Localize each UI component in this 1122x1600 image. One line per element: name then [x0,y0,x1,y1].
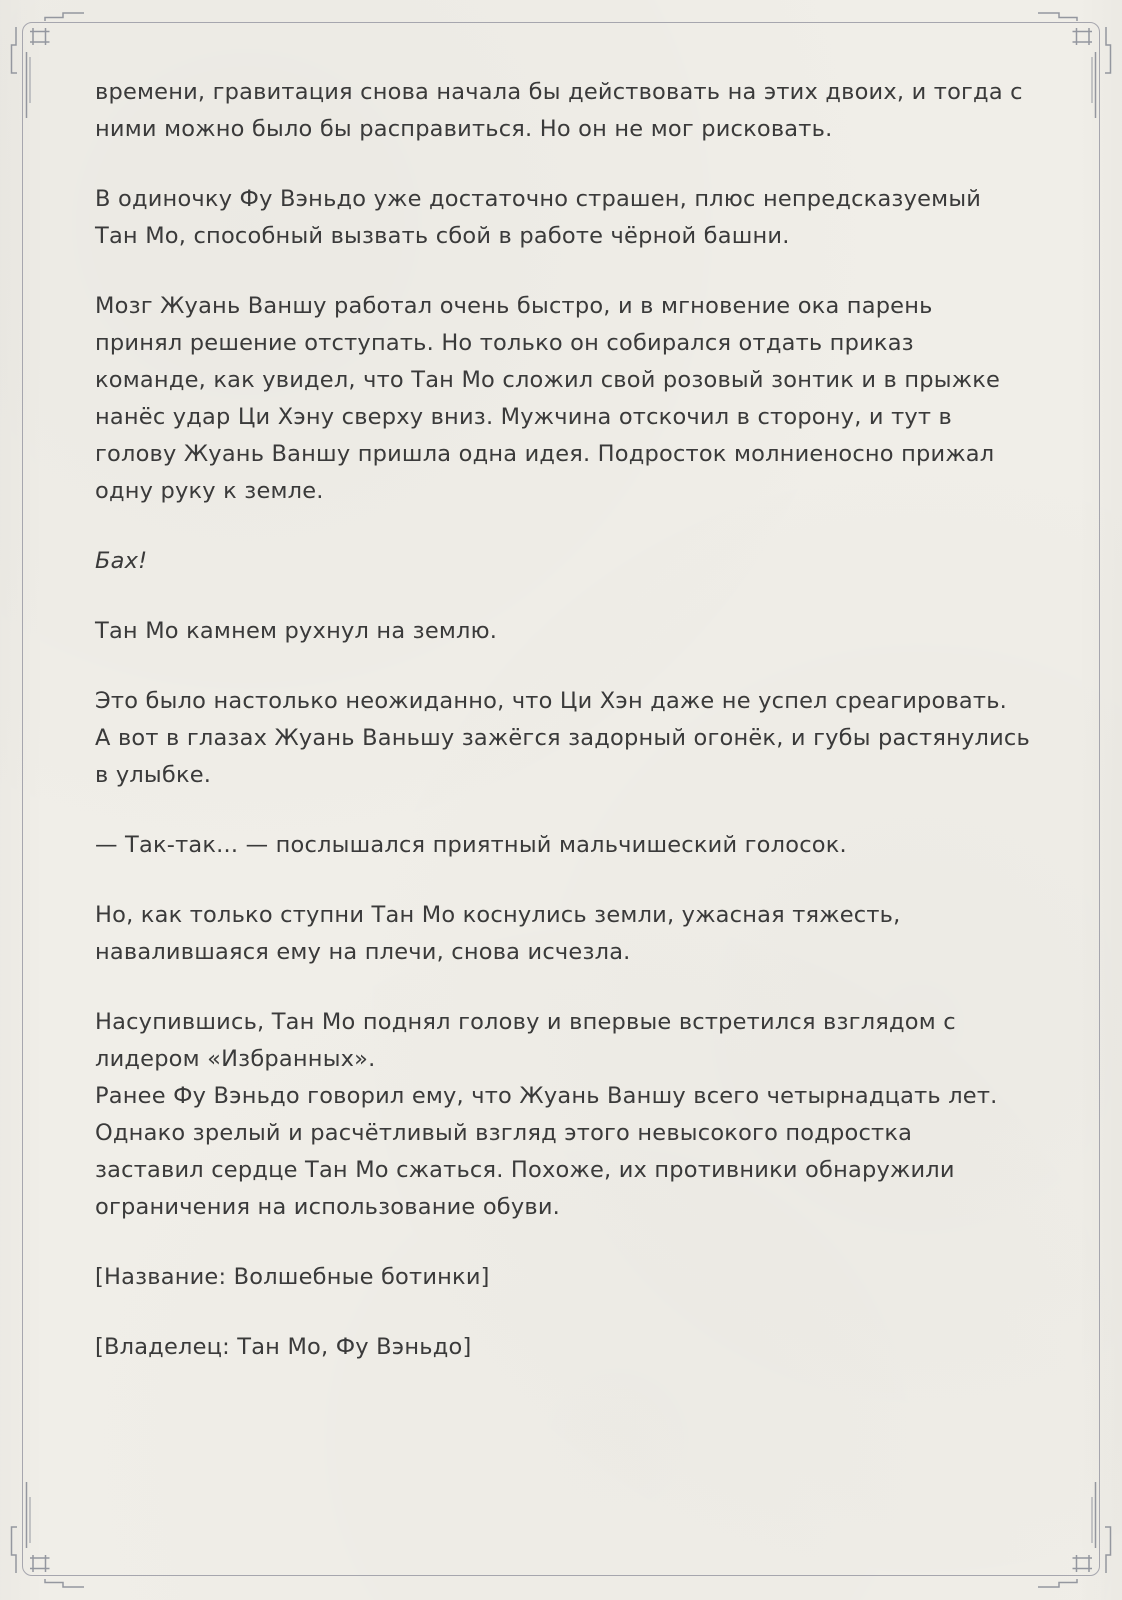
paragraph [95,613,1030,650]
text-line: заставил сердце Тан Мо сжаться. Похоже, их противники обнаружили [95,1157,955,1183]
paragraph [95,1259,1030,1296]
text-line: Но, как только ступни Тан Мо коснулись земли, ужасная тяжесть, [95,902,901,928]
text-line: лидером «Избранных». [95,1046,376,1072]
text-line: времени, гравитация снова начала бы действовать на этих двоих, и тогда с [95,79,1023,105]
corner-ornament-bottom-left [0,1470,130,1600]
text-line: В одиночку Фу Вэньдо уже достаточно страшен, плюс непредсказуемый [95,186,982,212]
text-line: Насупившись, Тан Мо поднял голову и впервые встретился взглядом с [95,1009,956,1035]
corner-ornament-bottom-right [992,1470,1122,1600]
text-line: ними можно было бы расправиться. Но он не мог рисковать. [95,116,833,142]
text-line: принял решение отступать. Но только он собирался отдать приказ [95,330,914,356]
text-line: в улыбке. [95,762,212,788]
page-text [95,74,1030,1399]
text-line: — Так-так... — послышался приятный мальчишеский голосок. [95,832,847,858]
paragraph [95,897,1030,971]
text-line: голову Жуань Ваншу пришла одна идея. Подросток молниеносно прижал [95,441,995,467]
text-line: ограничения на использование обуви. [95,1194,561,1220]
paragraph [95,181,1030,255]
text-line: навалившаяся ему на плечи, снова исчезла. [95,939,631,965]
text-line: Мозг Жуань Ваншу работал очень быстро, и в мгновение ока парень [95,293,933,319]
text-line: [Владелец: Тан Мо, Фу Вэньдо] [95,1334,472,1360]
paragraph [95,1004,1030,1226]
text-line: [Название: Волшебные ботинки] [95,1264,490,1290]
text-line: Однако зрелый и расчётливый взгляд этого невысокого подростка [95,1120,913,1146]
text-line: А вот в глазах Жуань Ваньшу зажёгся задорный огонёк, и губы растянулись [95,725,1030,751]
text-line: Тан Мо камнем рухнул на землю. [95,618,498,644]
text-line: Тан Мо, способный вызвать сбой в работе чёрной башни. [95,223,790,249]
text-line: нанёс удар Ци Хэну сверху вниз. Мужчина отскочил в сторону, и тут в [95,404,953,430]
corner-ornament-icon [992,1470,1122,1600]
paragraph [95,288,1030,510]
text-line: Бах! [95,548,148,574]
text-line: команде, как увидел, что Тан Мо сложил свой розовый зонтик и в прыжке [95,367,1001,393]
paragraph [95,1329,1030,1366]
paragraph [95,74,1030,148]
text-line: Ранее Фу Вэньдо говорил ему, что Жуань Ваншу всего четырнадцать лет. [95,1083,998,1109]
corner-ornament-icon [0,1470,130,1600]
text-line: одну руку к земле. [95,478,324,504]
text-line: Это было настолько неожиданно, что Ци Хэн даже не успел среагировать. [95,688,1008,714]
paragraph [95,827,1030,864]
paragraph [95,543,1030,580]
paragraph [95,683,1030,794]
